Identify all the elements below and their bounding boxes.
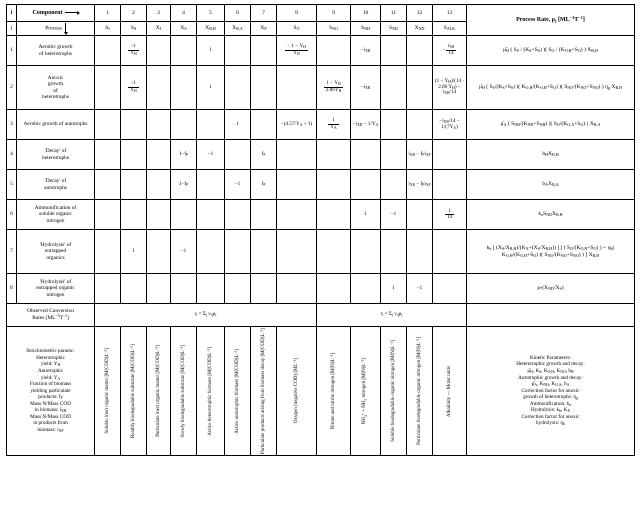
coef-cell-4 bbox=[171, 110, 197, 140]
process-index: 2 bbox=[7, 66, 17, 110]
symbol-SNH: $S_{NH}$ bbox=[351, 22, 381, 36]
coef-cell-10 bbox=[351, 170, 381, 200]
coef-cell-4 bbox=[171, 200, 197, 230]
header-i-cell: i bbox=[7, 5, 17, 22]
coef-cell-11: −1 bbox=[381, 200, 407, 230]
desc-SALK: Alkalinity — Molar units bbox=[433, 327, 467, 456]
coef-cell-10 bbox=[351, 274, 381, 304]
coef-cell-9 bbox=[317, 36, 351, 66]
header-j-cell: j bbox=[7, 22, 17, 36]
symbol-XND: $X_{ND}$ bbox=[407, 22, 433, 36]
coef-cell-10: $-i_{XB}$ bbox=[351, 66, 381, 110]
coef-cell-3 bbox=[147, 274, 171, 304]
coef-cell-11 bbox=[381, 230, 407, 274]
coef-cell-1 bbox=[95, 140, 121, 170]
coef-cell-7 bbox=[251, 274, 277, 304]
coef-cell-7 bbox=[251, 200, 277, 230]
process-rows bbox=[7, 36, 635, 304]
coef-cell-7: $f_P$ bbox=[251, 170, 277, 200]
process-row bbox=[7, 140, 635, 170]
coef-cell-13 bbox=[433, 274, 467, 304]
coef-cell-13: $(1 - Y_H)/(14 \cdot 2.86$ $Y_H) - i_{XB}/14$ bbox=[433, 66, 467, 110]
process-name: 'Hydrolysis' of entrapped organics bbox=[17, 230, 95, 274]
coef-cell-3 bbox=[147, 140, 171, 170]
coef-cell-3 bbox=[147, 230, 171, 274]
coef-cell-1 bbox=[95, 36, 121, 66]
process-row bbox=[7, 66, 635, 110]
coef-cell-12 bbox=[407, 66, 433, 110]
header-component-label: Component bbox=[32, 9, 63, 16]
header-col-7: 7 bbox=[251, 5, 277, 22]
process-row bbox=[7, 230, 635, 274]
process-name: Aerobic growth of heterotrophs bbox=[17, 36, 95, 66]
coef-cell-2: $\frac{-1}{Y_H}$ bbox=[121, 66, 147, 110]
coef-cell-6 bbox=[225, 140, 251, 170]
coef-cell-12 bbox=[407, 110, 433, 140]
process-row bbox=[7, 36, 635, 66]
process-name: Anoxic growth of heterotrophs bbox=[17, 66, 95, 110]
process-row bbox=[7, 170, 635, 200]
process-name: 'Decay' of heterotrophs bbox=[17, 140, 95, 170]
coef-cell-8 bbox=[277, 230, 317, 274]
process-index: 1 bbox=[7, 36, 17, 66]
desc-XP: Particulate products arising from biomass decay $[M(COD)L^{-3}]$ bbox=[251, 327, 277, 456]
symbol-SO: $S_O$ bbox=[277, 22, 317, 36]
coef-cell-2 bbox=[121, 110, 147, 140]
coef-cell-12: $i_{XB} - f_Pi_{XP}$ bbox=[407, 140, 433, 170]
process-name: Ammonification of soluble organic nitrogen bbox=[17, 200, 95, 230]
header-process-label: Process bbox=[45, 25, 62, 32]
symbol-XBA: $X_{B,A}$ bbox=[225, 22, 251, 36]
coef-cell-12 bbox=[407, 36, 433, 66]
coef-cell-11 bbox=[381, 66, 407, 110]
coef-cell-3 bbox=[147, 170, 171, 200]
header-col-1: 1 bbox=[95, 5, 121, 22]
coef-cell-5 bbox=[197, 110, 225, 140]
coef-cell-13 bbox=[433, 170, 467, 200]
process-rate-expression: $\mû_A$ ( $S_{NH}/(K_{NH}+S_{NH})$ )( $S_O/(K_{O,A}+S_O)$ ) $X_{B,A}$ bbox=[467, 110, 635, 140]
coef-cell-2: 1 bbox=[121, 230, 147, 274]
coef-cell-7 bbox=[251, 66, 277, 110]
coef-cell-6 bbox=[225, 36, 251, 66]
coef-cell-9: $\frac{1 - Y_H}{2.86Y_H}$ bbox=[317, 66, 351, 110]
process-index: 6 bbox=[7, 200, 17, 230]
coef-cell-1 bbox=[95, 274, 121, 304]
header-col-11: 11 bbox=[381, 5, 407, 22]
coef-cell-7 bbox=[251, 36, 277, 66]
symbol-XI: $X_I$ bbox=[147, 22, 171, 36]
header-component-cell bbox=[17, 5, 95, 22]
stoichiometric-parameters: Stoichiometric paramc: Heterotrophic yield: $Y_H$ Autotrophic yield: $Y_A$ Fraction of biomass yielding particulate products: $f_P$ Mass N/Mass COD in biomass: $i_{XB}$ Mass N/Mass COD in products from biomass: $i_{XP}$ bbox=[7, 327, 95, 456]
coef-cell-10 bbox=[351, 140, 381, 170]
coef-cell-13 bbox=[433, 230, 467, 274]
coef-cell-11 bbox=[381, 36, 407, 66]
observed-conversion-blank bbox=[467, 304, 635, 327]
coef-cell-12: −1 bbox=[407, 274, 433, 304]
coef-cell-3 bbox=[147, 200, 171, 230]
header-col-8: 8 bbox=[277, 5, 317, 22]
process-index: 8 bbox=[7, 274, 17, 304]
desc-SO: Oxygen (negative COD) $[ML^{-3}]$ bbox=[277, 327, 317, 456]
process-name: Aerobic growth of autotrophs bbox=[17, 110, 95, 140]
coef-cell-2: $\frac{-1}{Y_H}$ bbox=[121, 36, 147, 66]
header-process-cell bbox=[17, 22, 95, 36]
coef-cell-8 bbox=[277, 274, 317, 304]
coef-cell-10 bbox=[351, 230, 381, 274]
symbol-SI: $S_I$ bbox=[95, 22, 121, 36]
coef-cell-5 bbox=[197, 274, 225, 304]
coef-cell-13: $-i_{XB}/14 - 1/(7Y_A)$ bbox=[433, 110, 467, 140]
header-col-12: 12 bbox=[407, 5, 433, 22]
process-index: 3 bbox=[7, 110, 17, 140]
coef-cell-4: $1-f_P$ bbox=[171, 170, 197, 200]
header-col-6: 6 bbox=[225, 5, 251, 22]
desc-SNO: Nitrate and nitrite nitrogen $[M(N)L^{-3}]$ bbox=[317, 327, 351, 456]
coef-cell-10: 1 bbox=[351, 200, 381, 230]
symbol-XS: $X_S$ bbox=[171, 22, 197, 36]
coef-cell-4 bbox=[171, 274, 197, 304]
coef-cell-9: $\frac{1}{Y_A}$ bbox=[317, 110, 351, 140]
coef-cell-5 bbox=[197, 230, 225, 274]
coef-cell-6 bbox=[225, 230, 251, 274]
coef-cell-9 bbox=[317, 170, 351, 200]
symbol-XBH: $X_{B,H}$ bbox=[197, 22, 225, 36]
coef-cell-5 bbox=[197, 200, 225, 230]
observed-conversion-expr-left: $r_i = \Sigma_j$ $\nu_{ij}\rho_j$ bbox=[95, 304, 317, 327]
symbol-SS: $S_S$ bbox=[121, 22, 147, 36]
process-rate-expression: $\mû_H$ ( $S_S/(K_S+S_S)$ )( $K_{O,H}/(K_{O,H}+S_O)$ )( $S_{NO}/(K_{NO}+S_{NO})$ ) $\eta_g$ $X_{B,H}$ bbox=[467, 66, 635, 110]
coef-cell-9 bbox=[317, 230, 351, 274]
coef-cell-8: $-(4.57/Y_A + 1)$ bbox=[277, 110, 317, 140]
coef-cell-8: $\frac{- 1 - Y_H}{Y_H}$ bbox=[277, 36, 317, 66]
process-row bbox=[7, 274, 635, 304]
header-col-9: 9 bbox=[317, 5, 351, 22]
process-row bbox=[7, 200, 635, 230]
coef-cell-9 bbox=[317, 274, 351, 304]
header-col-4: 4 bbox=[171, 5, 197, 22]
coef-cell-7 bbox=[251, 230, 277, 274]
process-rate-expression: $k_h$ [ $(X_S/X_{B,H})/(K_X+(X_S/X_{B,H}))$ ] [ ( $S_O/(K_{O,H}+S_O)$ ) + $\eta_h$( $K_{O,H}/(K_{O,H}+S_O)$ )( $S_{NO}/(K_{NO}+S_{NO})$ ) ] $X_{B,H}$ bbox=[467, 230, 635, 274]
coef-cell-13 bbox=[433, 140, 467, 170]
coef-cell-10: $-i_{XB} - 1/Y_A$ bbox=[351, 110, 381, 140]
coef-cell-12 bbox=[407, 230, 433, 274]
process-index: 5 bbox=[7, 170, 17, 200]
header-col-3: 3 bbox=[147, 5, 171, 22]
process-rate-expression: $\mû_H$ ( $S_S / (K_S+S_S)$ )( $S_O / (K_{O,H}+S_O)$ ) $X_{B,H}$ bbox=[467, 36, 635, 66]
desc-SNH: $NH_4^+ + NH_3$ nitrogen $[M(N)L^{-3}]$ bbox=[351, 327, 381, 456]
kinetic-parameters: Kinetic Parameters: Heterotrophic growth and decay: $\mû_H$, $K_S$, $K_{O,H}$, $K_{NO}$, $b_H$ Autotrophic growth and decay: $\mû_A$, $K_{NH}$, $K_{O,A}$, $b_A$ Correction factor for anoxic growth of heterotrophs: $\eta_g$ Ammonification: $k_a$ Hydrolysis: $k_h$, $K_X$ Correction factor for anoxic hydrolysis: $\eta_h$ bbox=[467, 327, 635, 456]
observed-conversion-row bbox=[7, 304, 635, 327]
coef-cell-8 bbox=[277, 66, 317, 110]
header-col-2: 2 bbox=[121, 5, 147, 22]
coef-cell-2 bbox=[121, 170, 147, 200]
desc-SI: Soluble inert organic matter $[M(COD)L^{-3}]$ bbox=[95, 327, 121, 456]
process-row bbox=[7, 110, 635, 140]
desc-XND: Particulate biodegradable organic nitrogen $[M(N)L^{-3}]$ bbox=[407, 327, 433, 456]
header-process-rate: Process Rate, $\rho_j$ $[ML^{-3}T^{-1}]$ bbox=[467, 5, 635, 36]
coef-cell-4: −1 bbox=[171, 230, 197, 274]
desc-XI: Particulate inert organic matter $[M(COD)L^{-3}]$ bbox=[147, 327, 171, 456]
down-arrow-icon bbox=[65, 23, 66, 34]
coef-cell-6: −1 bbox=[225, 170, 251, 200]
coef-cell-2 bbox=[121, 140, 147, 170]
coef-cell-6 bbox=[225, 274, 251, 304]
coef-cell-4 bbox=[171, 66, 197, 110]
header-col-13: 13 bbox=[433, 5, 467, 22]
coef-cell-7: $f_P$ bbox=[251, 140, 277, 170]
header-col-10: 10 bbox=[351, 5, 381, 22]
observed-conversion-label: Observed Conversion Rates $[ML^{-3}T^{-1}]$ bbox=[7, 304, 95, 327]
coef-cell-6 bbox=[225, 66, 251, 110]
process-index: 4 bbox=[7, 140, 17, 170]
coef-cell-13: − $\frac{i_{XB}}{14}$ bbox=[433, 36, 467, 66]
coef-cell-5: −1 bbox=[197, 140, 225, 170]
coef-cell-5 bbox=[197, 170, 225, 200]
symbol-XP: $X_P$ bbox=[251, 22, 277, 36]
coef-cell-8 bbox=[277, 140, 317, 170]
process-index: 7 bbox=[7, 230, 17, 274]
symbol-SALK: $S_{ALK}$ bbox=[433, 22, 467, 36]
coef-cell-10: $-i_{XB}$ bbox=[351, 36, 381, 66]
symbol-SNO: $S_{NO}$ bbox=[317, 22, 351, 36]
coef-cell-8 bbox=[277, 200, 317, 230]
header-row-component bbox=[7, 5, 635, 22]
observed-conversion-expr-right: $r_i = \Sigma_j$ $\nu_{ij}\rho_j$ bbox=[317, 304, 467, 327]
coef-cell-11 bbox=[381, 170, 407, 200]
desc-SS: Readily biodegradable substrate $[M(COD)L^{-3}]$ bbox=[121, 327, 147, 456]
process-name: 'Decay' of autotrophs bbox=[17, 170, 95, 200]
coef-cell-3 bbox=[147, 66, 171, 110]
coef-cell-4: $1-f_P$ bbox=[171, 140, 197, 170]
right-arrow-icon bbox=[65, 12, 79, 13]
coef-cell-1 bbox=[95, 200, 121, 230]
desc-XS: Slowly biodegradable substrate $[M(COD)L^{-3}]$ bbox=[171, 327, 197, 456]
coef-cell-13: $\frac{1}{14}$ bbox=[433, 200, 467, 230]
process-name: 'Hydrolysis' of entrapped organic nitrogen bbox=[17, 274, 95, 304]
header-col-5: 5 bbox=[197, 5, 225, 22]
coef-cell-7 bbox=[251, 110, 277, 140]
coef-cell-12 bbox=[407, 200, 433, 230]
coef-cell-2 bbox=[121, 200, 147, 230]
process-rate-expression: $b_HX_{B,H}$ bbox=[467, 140, 635, 170]
process-rate-expression: $b_AX_{B,A}$ bbox=[467, 170, 635, 200]
footer-row bbox=[7, 327, 635, 456]
coef-cell-1 bbox=[95, 170, 121, 200]
process-rate-expression: $k_aS_{ND}X_{B,H}$ bbox=[467, 200, 635, 230]
desc-XBH: Active heterotrophic biomass $[M(COD)L^{-3}]$ bbox=[197, 327, 225, 456]
coef-cell-6 bbox=[225, 200, 251, 230]
asm1-stoichiometric-matrix bbox=[6, 4, 635, 456]
coef-cell-1 bbox=[95, 110, 121, 140]
symbol-SND: $S_{ND}$ bbox=[381, 22, 407, 36]
coef-cell-3 bbox=[147, 110, 171, 140]
coef-cell-1 bbox=[95, 230, 121, 274]
coef-cell-11: 1 bbox=[381, 274, 407, 304]
coef-cell-2 bbox=[121, 274, 147, 304]
coef-cell-4 bbox=[171, 36, 197, 66]
coef-cell-1 bbox=[95, 66, 121, 110]
coef-cell-3 bbox=[147, 36, 171, 66]
process-rate-expression: $\rho_7(X_{ND}/X_S)$ bbox=[467, 274, 635, 304]
coef-cell-6: 1 bbox=[225, 110, 251, 140]
coef-cell-8 bbox=[277, 170, 317, 200]
desc-XBA: Active autotrophic biomass $[M(COD)L^{-3}]$ bbox=[225, 327, 251, 456]
coef-cell-12: $i_{XB} - f_Pi_{XP}$ bbox=[407, 170, 433, 200]
coef-cell-11 bbox=[381, 140, 407, 170]
coef-cell-11 bbox=[381, 110, 407, 140]
coef-cell-5: 1 bbox=[197, 66, 225, 110]
desc-SND: Soluble biodegradable organic nitrogen $[M(N)L^{-3}]$ bbox=[381, 327, 407, 456]
coef-cell-5: 1 bbox=[197, 36, 225, 66]
coef-cell-9 bbox=[317, 200, 351, 230]
coef-cell-9 bbox=[317, 140, 351, 170]
